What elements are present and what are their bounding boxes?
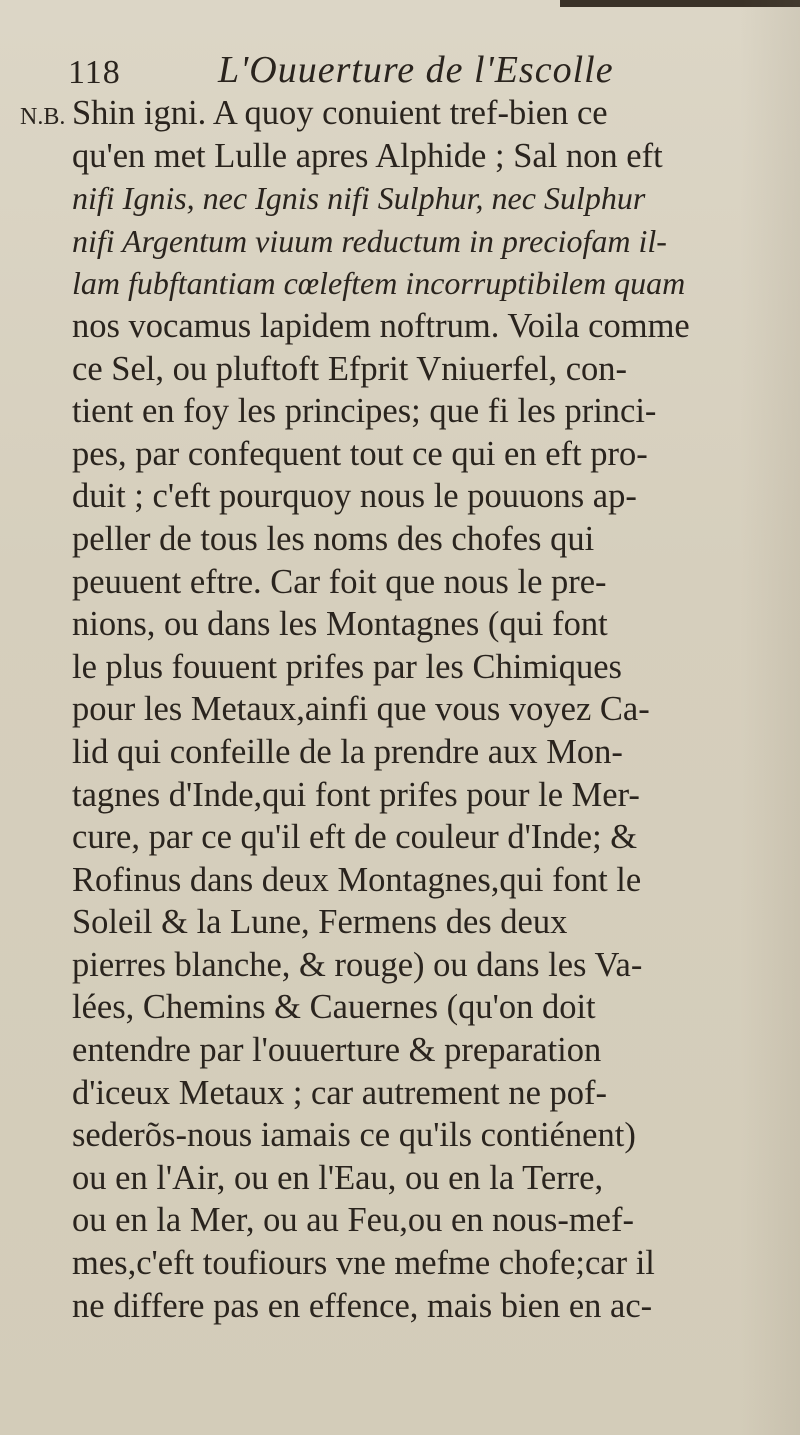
text-line: ce Sel, ou pluftoft Efprit Vniuerfel, con- bbox=[72, 349, 628, 388]
text-line: nos vocamus lapidem noftrum. Voila comme bbox=[72, 306, 690, 345]
text-line: nifi Ignis, nec Ignis nifi Sulphur, nec Sulphur bbox=[72, 180, 646, 217]
text-line: entendre par l'ouuerture & preparation bbox=[72, 1031, 602, 1070]
text-line: le plus fouuent prifes par les Chimiques bbox=[72, 647, 622, 686]
text-line: ou en l'Air, ou en l'Eau, ou en la Terre, bbox=[72, 1158, 604, 1197]
text-line: tient en foy les principes; que fi les princi- bbox=[72, 392, 657, 431]
text-line: Rofinus dans deux Montagnes,qui font le bbox=[72, 860, 642, 899]
text-line: peuuent eftre. Car foit que nous le pre- bbox=[72, 562, 607, 601]
text-line: nions, ou dans les Montagnes (qui font bbox=[72, 605, 608, 644]
text-line: cure, par ce qu'il eft de couleur d'Inde; & bbox=[72, 818, 638, 857]
text-line: tagnes d'Inde,qui font prifes pour le Mer- bbox=[72, 775, 640, 814]
body-text bbox=[72, 92, 742, 1327]
text-line: Soleil & la Lune, Fermens des deux bbox=[72, 903, 568, 942]
text-line: lid qui confeille de la prendre aux Mon- bbox=[72, 732, 623, 771]
text-line: qu'en met Lulle apres Alphide ; Sal non eft bbox=[72, 136, 663, 175]
text-line: mes,c'eft toufiours vne mefme chofe;car il bbox=[72, 1244, 655, 1283]
text-line: pour les Metaux,ainfi que vous voyez Ca- bbox=[72, 690, 650, 729]
text-line: d'iceux Metaux ; car autrement ne pof- bbox=[72, 1073, 607, 1112]
text-line: ne differe pas en effence, mais bien en ac- bbox=[72, 1286, 653, 1325]
text-line: sederõs-nous iamais ce qu'ils contiénent) bbox=[72, 1116, 636, 1155]
text-line: lam fubftantiam cœleftem incorruptibilem quam bbox=[72, 265, 686, 302]
text-line: Shin igni. A quoy conuient tref-bien ce bbox=[72, 94, 608, 132]
text-line: peller de tous les noms des chofes qui bbox=[72, 519, 595, 558]
text-line: lées, Chemins & Cauernes (qu'on doit bbox=[72, 988, 596, 1027]
text-line: pes, par confequent tout ce qui en eft pro- bbox=[72, 434, 648, 473]
page-number: 118 bbox=[68, 54, 121, 91]
text-line: duit ; c'eft pourquoy nous le pouuons ap- bbox=[72, 477, 637, 516]
text-line: ou en la Mer, ou au Feu,ou en nous-mef- bbox=[72, 1201, 634, 1240]
page-header bbox=[68, 48, 748, 98]
running-title: L'Ouuerture de l'Escolle bbox=[218, 49, 614, 91]
text-line: pierres blanche, & rouge) ou dans les Va- bbox=[72, 945, 643, 984]
page-shading bbox=[740, 0, 800, 1435]
marginal-note: N.B. bbox=[20, 104, 66, 130]
text-line: nifi Argentum viuum reductum in preciofam il- bbox=[72, 222, 667, 259]
